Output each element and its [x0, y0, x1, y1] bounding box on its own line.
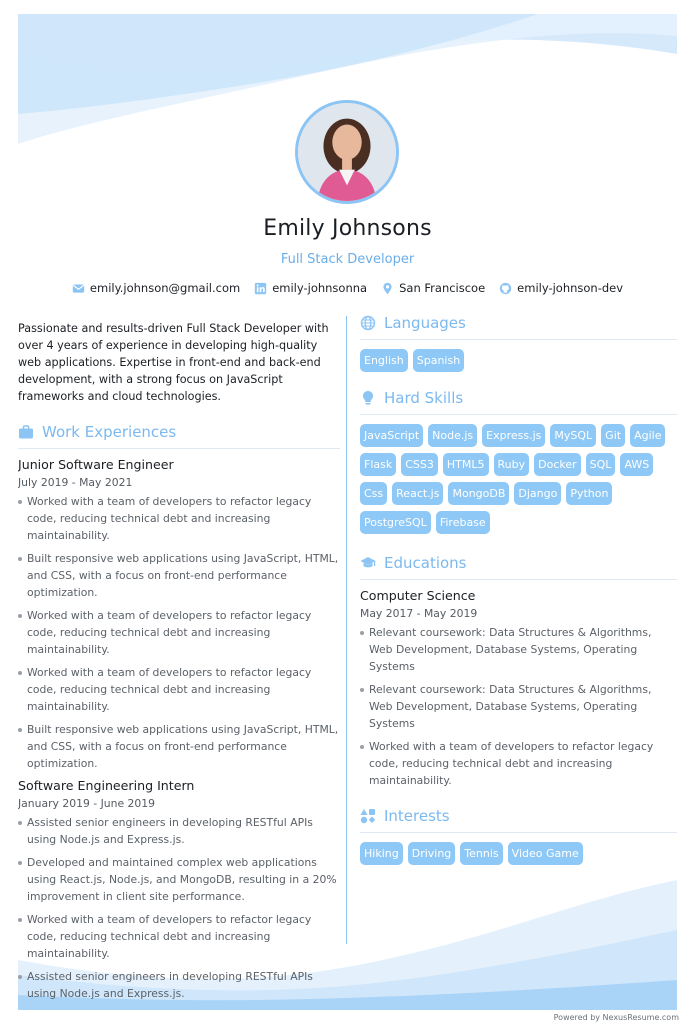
skill-tag: CSS3	[401, 453, 438, 476]
skill-tag: JavaScript	[360, 424, 423, 447]
linkedin-icon	[254, 282, 267, 295]
skill-tag: AWS	[620, 453, 653, 476]
job-date: July 2019 - May 2021	[18, 476, 133, 489]
list-item: Built responsive web applications using JavaScript, HTML, and CSS, with a focus on front-end performance optimization.	[18, 550, 340, 601]
languages-section-title: Languages	[384, 314, 466, 332]
skill-tag: MongoDB	[448, 482, 509, 505]
list-item: Worked with a team of developers to refactor legacy code, reducing technical debt and increasing maintainability.	[18, 911, 340, 962]
mail-icon	[72, 282, 85, 295]
interests-tags	[360, 842, 677, 865]
job-title: Junior Software Engineer	[18, 457, 174, 472]
skill-tag: Django	[514, 482, 561, 505]
work-section-header	[18, 423, 340, 449]
work-section-title: Work Experiences	[42, 423, 177, 441]
profile-photo	[295, 100, 399, 204]
contact-email[interactable]	[72, 281, 240, 295]
contact-location	[381, 281, 485, 295]
list-item: Worked with a team of developers to refactor legacy code, reducing technical debt and increasing maintainability.	[18, 607, 340, 658]
globe-icon	[360, 315, 376, 331]
person-avatar-icon	[298, 103, 396, 201]
list-item: Built responsive web applications using JavaScript, HTML, and CSS, with a focus on front-end performance optimization.	[18, 721, 340, 772]
job-entry	[18, 778, 340, 1002]
skill-tag: Css	[360, 482, 387, 505]
list-item: Worked with a team of developers to refactor legacy code, reducing technical debt and increasing maintainability.	[18, 493, 340, 544]
education-section-title: Educations	[384, 554, 467, 572]
skill-tag: Ruby	[494, 453, 530, 476]
briefcase-icon	[18, 424, 34, 440]
interests-section-header	[360, 807, 677, 833]
skill-tag: Flask	[360, 453, 396, 476]
powered-by-footer[interactable]: Powered by NexusResume.com	[553, 1013, 679, 1022]
skill-tag: Express.js	[482, 424, 545, 447]
skill-tag: Git	[601, 424, 625, 447]
language-tag: English	[360, 349, 408, 372]
languages-tags	[360, 349, 677, 372]
candidate-name: Emily Johnsons	[263, 216, 432, 241]
contact-github-text: emily-johnson-dev	[517, 281, 624, 295]
skill-tag: Firebase	[436, 511, 490, 534]
skill-tag: Agile	[630, 424, 665, 447]
graduation-cap-icon	[360, 555, 376, 571]
contact-row	[18, 281, 677, 295]
candidate-title: Full Stack Developer	[280, 252, 415, 267]
skill-tag: PostgreSQL	[360, 511, 431, 534]
location-pin-icon	[381, 282, 394, 295]
education-entry	[360, 588, 677, 789]
right-column	[360, 314, 677, 865]
languages-section-header	[360, 314, 677, 340]
degree-title: Computer Science	[360, 588, 476, 603]
skill-tag: SQL	[586, 453, 616, 476]
job-title: Software Engineering Intern	[18, 778, 195, 793]
list-item: Developed and maintained complex web applications using React.js, Node.js, and MongoDB, resulting in a 20% improvement in client site performance.	[18, 854, 340, 905]
job-date: January 2019 - June 2019	[18, 797, 156, 810]
column-divider	[346, 316, 347, 944]
skill-tag: Docker	[534, 453, 581, 476]
list-item: Worked with a team of developers to refactor legacy code, reducing technical debt and increasing maintainability.	[360, 738, 677, 789]
job-entry	[18, 457, 340, 772]
skill-tag: MySQL	[550, 424, 596, 447]
skills-tags	[360, 424, 677, 534]
contact-email-text: emily.johnson@gmail.com	[89, 281, 241, 295]
skills-section-title: Hard Skills	[384, 389, 464, 407]
lightbulb-icon	[360, 390, 376, 406]
degree-date: May 2017 - May 2019	[360, 607, 478, 620]
job-bullets	[18, 814, 340, 1002]
contact-linkedin[interactable]	[254, 281, 367, 295]
education-bullets	[360, 624, 677, 789]
interest-tag: Hiking	[360, 842, 403, 865]
interest-tag: Tennis	[460, 842, 502, 865]
skill-tag: React.js	[392, 482, 443, 505]
left-column	[18, 320, 340, 1008]
interest-tag: Driving	[408, 842, 456, 865]
interests-section-title: Interests	[384, 807, 450, 825]
github-icon	[499, 282, 512, 295]
language-tag: Spanish	[413, 349, 464, 372]
skill-tag: HTML5	[443, 453, 489, 476]
list-item: Relevant coursework: Data Structures & Algorithms, Web Development, Database Systems, Operating Systems	[360, 624, 677, 675]
contact-github[interactable]	[499, 281, 623, 295]
contact-location-text: San Franciscoe	[399, 281, 486, 295]
job-bullets	[18, 493, 340, 772]
skill-tag: Node.js	[428, 424, 477, 447]
contact-linkedin-text: emily-johnsonna	[272, 281, 368, 295]
interest-tag: Video Game	[508, 842, 583, 865]
skills-section-header	[360, 389, 677, 415]
shapes-icon	[360, 808, 376, 824]
list-item: Relevant coursework: Data Structures & Algorithms, Web Development, Database Systems, Operating Systems	[360, 681, 677, 732]
list-item: Worked with a team of developers to refactor legacy code, reducing technical debt and increasing maintainability.	[18, 664, 340, 715]
list-item: Assisted senior engineers in developing RESTful APIs using Node.js and Express.js.	[18, 814, 340, 848]
education-section-header	[360, 554, 677, 580]
skill-tag: Python	[566, 482, 612, 505]
list-item: Assisted senior engineers in developing RESTful APIs using Node.js and Express.js.	[18, 968, 340, 1002]
resume-page	[18, 14, 677, 1010]
profile-summary: Passionate and results-driven Full Stack Developer with over 4 years of experience in developing high-quality web applications. Expertise in front-end and back-end development, with a strong focus on JavaScript frameworks and cloud technologies.	[18, 322, 329, 403]
